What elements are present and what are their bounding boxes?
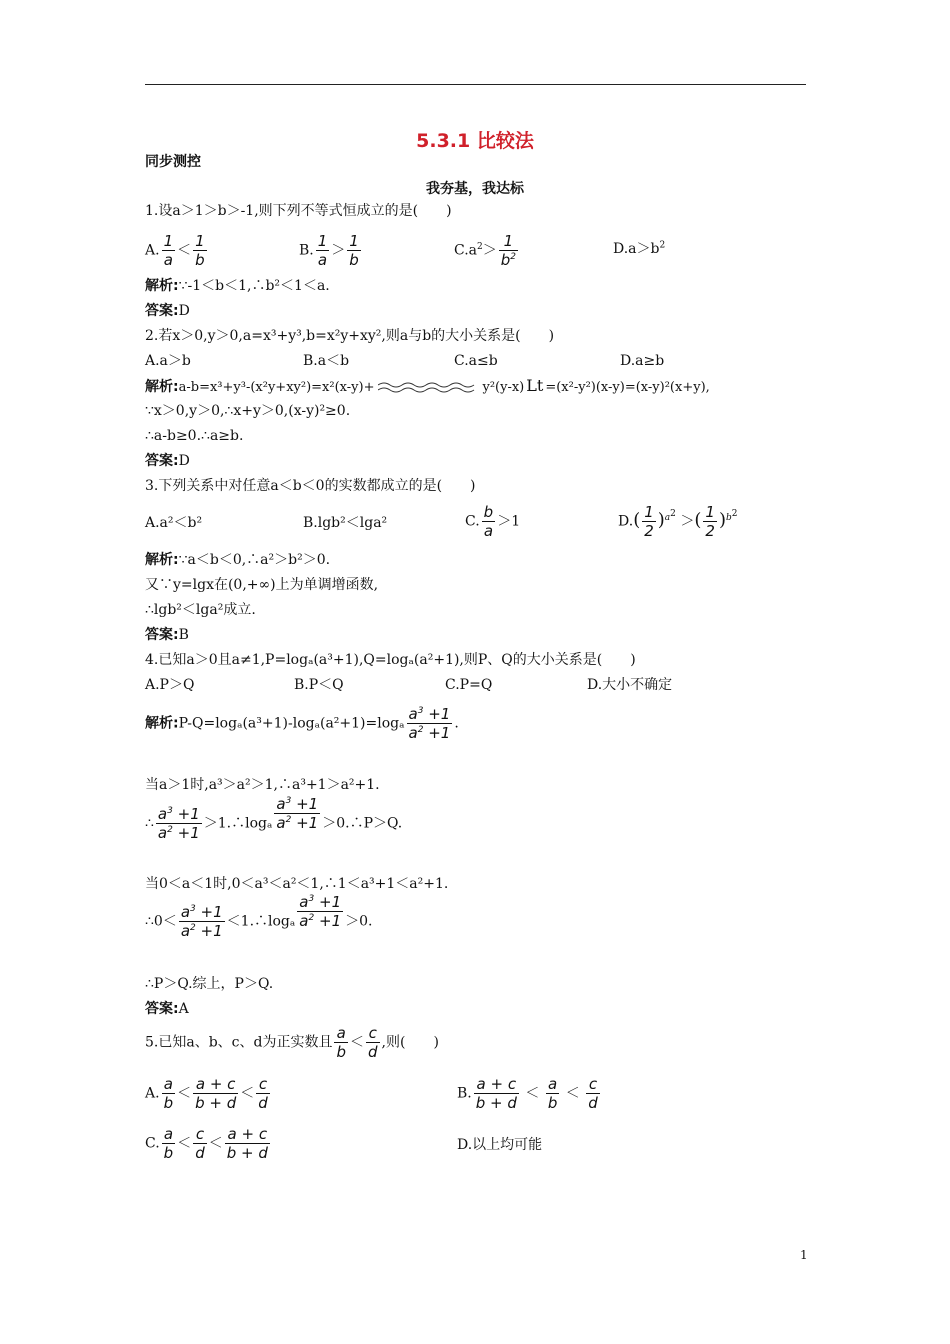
q4-option-c: C.P=Q — [445, 677, 493, 693]
q3-option-b: B.lgb²＜lga² — [303, 515, 388, 531]
q4-answer: 答案:A — [145, 1001, 189, 1017]
q1-option-c: $C.a^2>$ $\frac{1}{b^2}$ — [454, 232, 517, 269]
page-number: 1 — [800, 1248, 808, 1262]
q5-stem: 5.已知a、b、c、d为正实数且 $\frac{a}{b}$ ＜ $\frac{c}{d}$ ,则( ) — [145, 1024, 439, 1061]
q3-analysis-line3: ∴lgb²＜lga²成立. — [145, 602, 256, 618]
q3-option-a: A.a²＜b² — [145, 515, 203, 531]
q2-option-a: A.a＞b — [145, 353, 191, 369]
q3-answer: 答案:B — [145, 627, 189, 643]
page-title: 5.3.1 比较法 — [416, 130, 534, 152]
q4-option-a: A.P＞Q — [145, 677, 195, 693]
q1-option-d: $D.a>b^2$ — [613, 240, 666, 257]
q4-analysis-line1: 解析:P-Q=logₐ(a³+1)-logₐ(a²+1)=logₐ $\frac{a^3 +1}{a^2 +1}$ . — [145, 705, 459, 742]
q3-option-d: D.( $\frac{1}{2}$ )$^{a^2}$ ＞( $\frac{1}{2}$ )$^{b^2}$ — [618, 503, 738, 540]
q4-analysis-line2: 当a＞1时,a³＞a²＞1,∴a³+1＞a²+1. — [145, 777, 380, 793]
q1-analysis: 解析:∵-1＜b＜1,∴b²＜1＜a. — [145, 278, 330, 294]
q1-option-b: B. $\frac{1}{a}$ ＞ $\frac{1}{b}$ — [299, 232, 359, 269]
q3-stem: 3.下列关系中对任意a＜b＜0的实数都成立的是( ) — [145, 478, 476, 494]
q1-answer: 答案:D — [145, 303, 190, 319]
q4-option-b: B.P＜Q — [294, 677, 344, 693]
subsection-heading: 我夯基，我达标 — [426, 181, 524, 197]
q5-option-b: B. $\frac{a + c}{b + d}$ ＜ $\frac{a}{b}$ ＜ $\frac{c}{d}$ — [457, 1075, 598, 1112]
q2-stem: 2.若x＞0,y＞0,a=x³+y³,b=x²y+xy²,则a与b的大小关系是( ) — [145, 328, 555, 344]
q1-stem: 1.设a＞1＞b＞-1,则下列不等式恒成立的是( ) — [145, 203, 452, 219]
q4-stem: 4.已知a＞0且a≠1,P=logₐ(a³+1),Q=logₐ(a²+1),则P、Q的大小关系是( ) — [145, 652, 636, 668]
q4-option-d: D.大小不确定 — [587, 677, 673, 693]
q3-analysis-line1: 解析:∵a＜b＜0,∴a²＞b²＞0. — [145, 552, 331, 568]
q2-option-d: D.a≥b — [620, 353, 665, 369]
q2-option-b: B.a＜b — [303, 353, 350, 369]
q5-option-a: A. $\frac{a}{b}$ ＜ $\frac{a + c}{b + d}$ ＜ $\frac{c}{d}$ — [145, 1075, 268, 1112]
q2-analysis-line2: ∵x＞0,y＞0,∴x+y＞0,(x-y)²≥0. — [145, 403, 351, 419]
q5-option-d: D.以上均可能 — [457, 1137, 543, 1153]
q3-option-c: C. $\frac{b}{a}$ ＞1 — [465, 503, 521, 540]
wavy-underline-mark — [378, 381, 478, 395]
q4-analysis-line4: 当0＜a＜1时,0＜a³＜a²＜1,∴1＜a³+1＜a²+1. — [145, 876, 449, 892]
q2-analysis-line3: ∴a-b≥0.∴a≥b. — [145, 428, 244, 444]
q4-analysis-line6: ∴P＞Q.综上，P＞Q. — [145, 976, 274, 992]
q4-analysis-line3: ∴ $\frac{a^3 +1}{a^2 +1}$ ＞1.∴logₐ $\frac{a^3 +1}{a^2 +1}$ ＞0.∴P＞Q. — [145, 795, 403, 842]
q2-answer: 答案:D — [145, 453, 190, 469]
q1-option-a: A. $\frac{1}{a}$ ＜ $\frac{1}{b}$ — [145, 232, 205, 269]
q4-analysis-line5: ∴0＜ $\frac{a^3 +1}{a^2 +1}$ ＜1.∴logₐ $\frac{a^3 +1}{a^2 +1}$ ＞0. — [145, 893, 373, 940]
q2-analysis-line1: 解析:a-b=x³+y³-(x²y+xy²)=x²(x-y)+ y²(y-x) Lt =(x²-y²)(x-y)=(x-y)²(x+y), — [145, 376, 710, 395]
q2-option-c: C.a≤b — [454, 353, 498, 369]
q5-option-c: C. $\frac{a}{b}$ ＜ $\frac{c}{d}$ ＜ $\frac{a + c}{b + d}$ — [145, 1125, 268, 1162]
header-rule — [145, 84, 806, 85]
q3-analysis-line2: 又∵y=lgx在(0,+∞)上为单调增函数, — [145, 577, 379, 593]
section-heading: 同步测控 — [145, 154, 201, 170]
